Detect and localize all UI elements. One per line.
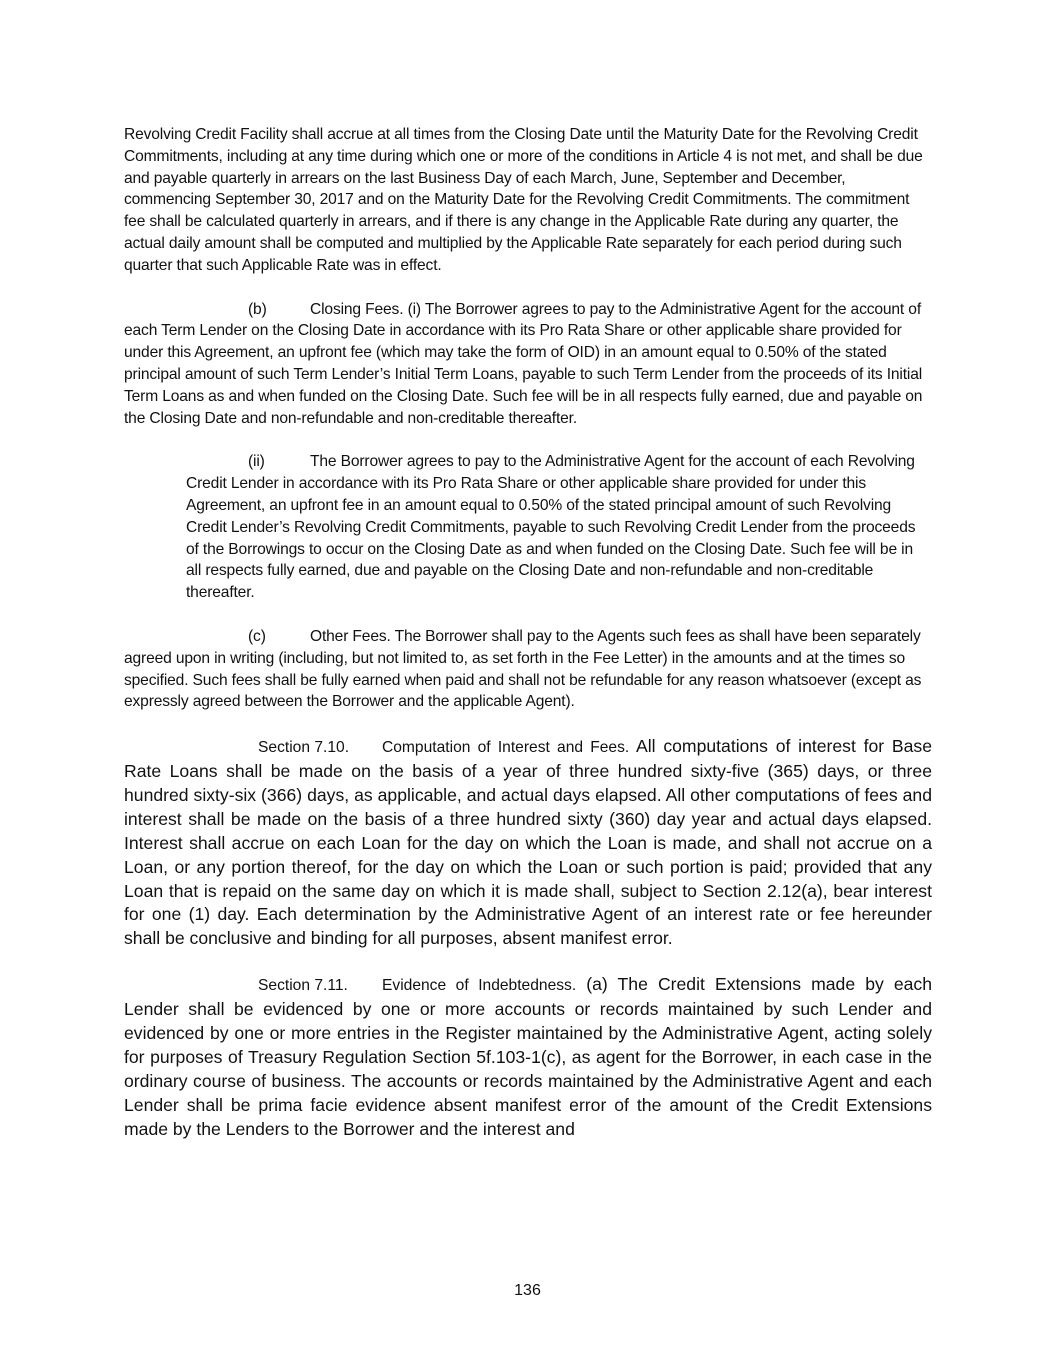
section-7-10-number: Section 7.10. <box>258 739 350 757</box>
other-fees-text: Other Fees. The Borrower shall pay to the Agents such fees as shall have been separately agreed upon in writing (including, but not limited to, as set forth in the Fee Letter) in the amounts and at the times so specified. Such fees shall be fully earned when paid and shall not be refundable for any reason whatsoever (except as expressly agreed between the Borrower and the applicable Agent). <box>124 627 922 711</box>
document-page <box>124 124 932 1142</box>
section-7-11-number: Section 7.11. <box>258 977 348 995</box>
closing-fees-text: Closing Fees. (i) The Borrower agrees to pay to the Administrative Agent for the account of each Term Lender on the Closing Date in accordance with its Pro Rata Share or other applicable share provided for under this Agreement, an upfront fee (which may take the form of OID) in an amount equal to 0.50% of the stated principal amount of such Term Lender’s Initial Term Loans, payable to such Term Lender from the proceeds of its Initial Term Loans as and when funded on the Closing Date. Such fee will be in all respects fully earned, due and payable on the Closing Date and non-refundable and non-creditable thereafter. <box>124 300 923 427</box>
subparagraph-ii-block <box>124 451 932 604</box>
revolving-upfront-fee-text: The Borrower agrees to pay to the Administrative Agent for the account of each Revolving Credit Lender in accordance with its Pro Rata Share or other applicable share provided for under this Agreement, an upfront fee in an amount equal to 0.50% of the stated principal amount of such Revolving Credit Lender’s Revolving Credit Commitments, payable to such Revolving Credit Lender from the proceeds of the Borrowings to occur on the Closing Date as and when funded on the Closing Date. Such fee will be in all respects fully earned, due and payable on the Closing Date and non-refundable and non-creditable thereafter. <box>186 453 916 602</box>
section-7-11-title: Evidence of Indebtedness. <box>382 977 577 995</box>
paragraph-commitment-fee-continued: Revolving Credit Facility shall accrue at all times from the Closing Date until the Maturity Date for the Revolving Credit Commitments, including at any time during which one or more of the conditions in Article 4 is not met, and shall be due and payable quarterly in arrears on the last Business Day of each March, June, September and December, commencing September 30, 2017 and on the Maturity Date for the Revolving Credit Commitments. The commitment fee shall be calculated quarterly in arrears, and if there is any change in the Applicable Rate during any quarter, the actual daily amount shall be computed and multiplied by the Applicable Rate separately for each period during such quarter that such Applicable Rate was in effect. <box>124 126 923 274</box>
section-7-10-title: Computation of Interest and Fees. <box>382 739 630 757</box>
enumerator-b: (b) <box>248 300 267 318</box>
paragraph-other-fees <box>124 626 932 713</box>
section-7-10-text: All computations of interest for Base Rate Loans shall be made on the basis of a year of three hundred sixty-five (365) days, or three hundred sixty-six (366) days, as applicable, and actual days elapsed. All other computations of fees and interest shall be made on the basis of a three hundred sixty (360) day year and actual days elapsed. Interest shall accrue on each Loan for the day on which the Loan is made, and shall not accrue on a Loan, or any portion thereof, for the day on which the Loan or such portion is paid; provided that any Loan that is repaid on the same day on which it is made shall, subject to Section 2.12(a), bear interest for one (1) day. Each determination by the Administrative Agent of an interest rate or fee hereunder shall be conclusive and binding for all purposes, absent manifest error. <box>124 736 932 949</box>
section-7-11-text: (a) The Credit Extensions made by each Lender shall be evidenced by one or more accounts or records maintained by such Lender and evidenced by one or more entries in the Register maintained by the Administrative Agent, acting solely for purposes of Treasury Regulation Section 5f.103-1(c), as agent for the Borrower, in each case in the ordinary course of business. The accounts or records maintained by the Administrative Agent and each Lender shall be prima facie evidence absent manifest error of the amount of the Credit Extensions made by the Lenders to the Borrower and the interest and <box>124 974 933 1139</box>
paragraph-closing-fees <box>124 299 932 430</box>
section-7-11 <box>124 973 932 1141</box>
enumerator-c: (c) <box>248 627 266 645</box>
enumerator-ii: (ii) <box>248 453 265 471</box>
page-number: 136 <box>514 1282 541 1299</box>
paragraph-revolving-upfront-fee <box>186 451 932 604</box>
section-7-10 <box>124 735 932 951</box>
